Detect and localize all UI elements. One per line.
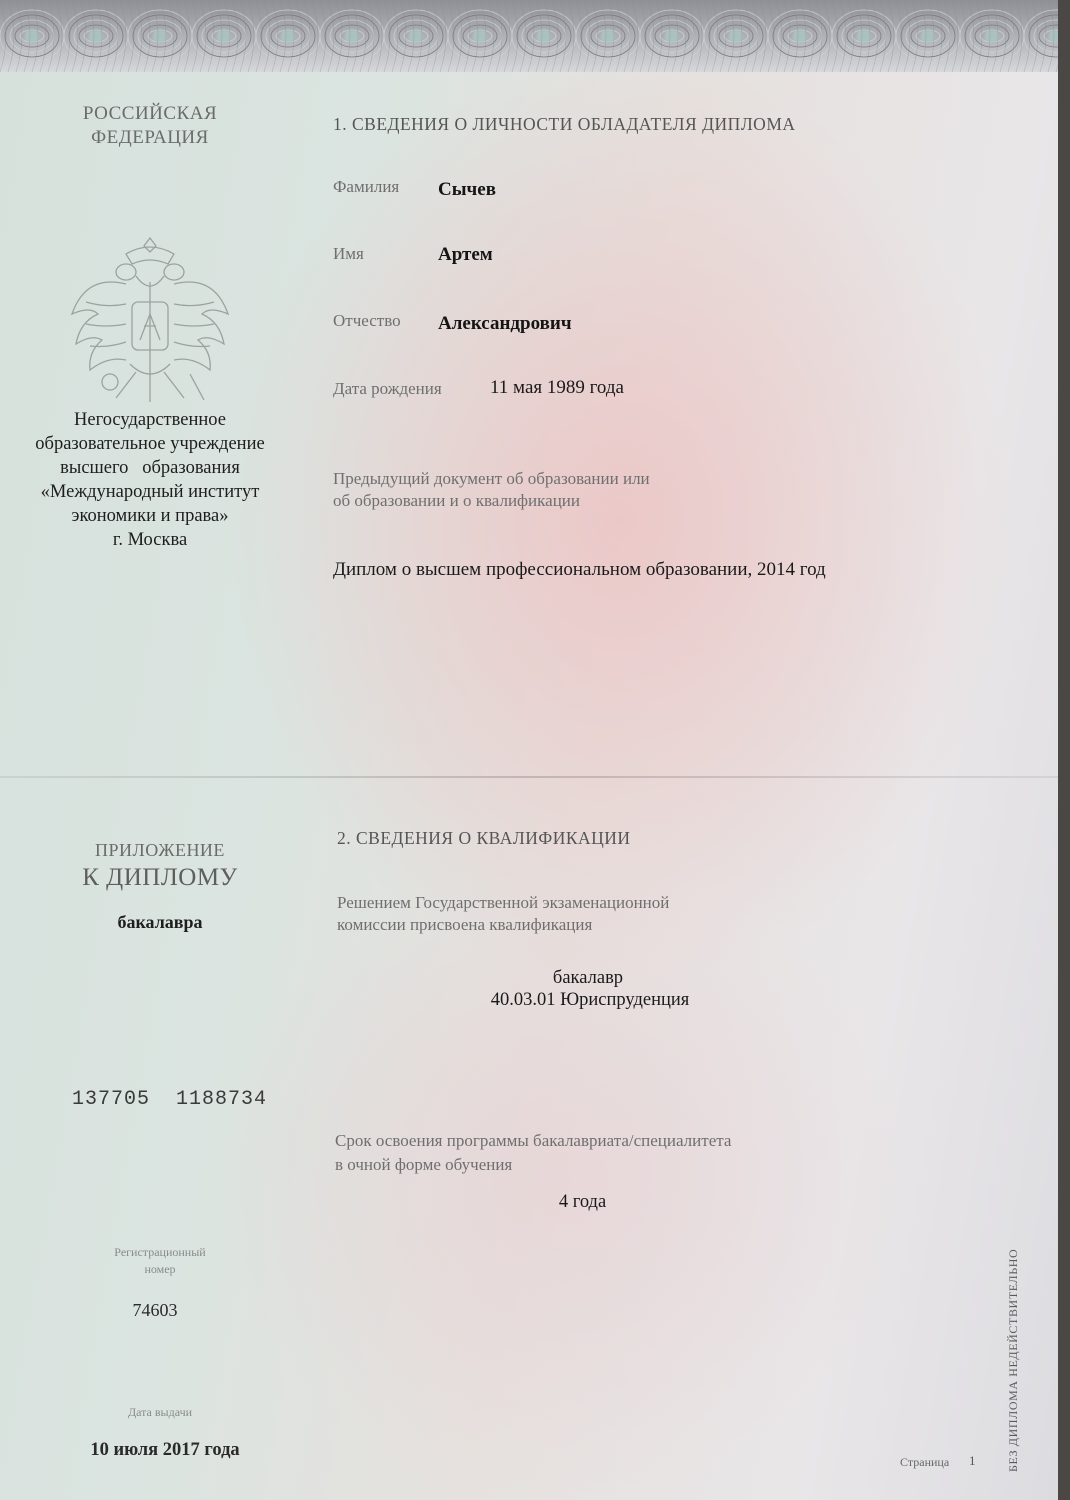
study-term-label-line-2: в очной форме обучения xyxy=(335,1155,513,1174)
guilloche-pattern xyxy=(0,0,1058,72)
specialty-value: 40.03.01 Юриспруденция xyxy=(490,990,690,1010)
qualification-value: бакалавр xyxy=(552,968,624,988)
issue-date-label: Дата выдачи xyxy=(127,1405,193,1419)
guilloche-line xyxy=(336,0,342,72)
appendix-title-line-2: К ДИПЛОМУ xyxy=(82,864,238,891)
registration-label-line-2: номер xyxy=(144,1262,176,1276)
guilloche-rosette xyxy=(217,29,231,43)
guilloche-rosette xyxy=(921,29,935,43)
guilloche-rosette xyxy=(89,29,103,43)
security-ornament-band xyxy=(0,0,1058,72)
guilloche-line xyxy=(904,0,910,72)
guilloche-rosette xyxy=(601,29,615,43)
guilloche-rosette xyxy=(857,29,871,43)
commission-label-line-2: комиссии присвоена квалификация xyxy=(337,915,593,934)
institution-name xyxy=(10,408,290,552)
guilloche-rosette xyxy=(25,29,39,43)
guilloche-line xyxy=(968,0,974,72)
guilloche-rosette xyxy=(793,29,807,43)
guilloche-line xyxy=(200,0,206,72)
guilloche-line xyxy=(72,0,78,72)
guilloche-rosette xyxy=(153,29,167,43)
guilloche-line xyxy=(392,0,398,72)
registration-number: 74603 xyxy=(132,1300,178,1320)
guilloche-rosette xyxy=(665,29,679,43)
study-term-label-line-1: Срок освоения программы бакалавриата/специалитета xyxy=(335,1131,732,1150)
previous-document-label-line-1: Предыдущий документ об образовании или xyxy=(333,469,650,488)
guilloche-line xyxy=(456,0,462,72)
guilloche-line xyxy=(840,0,846,72)
institution-line-2: образовательное учреждение xyxy=(35,434,265,454)
registration-label-line-1: Регистрационный xyxy=(114,1245,206,1259)
issue-date: 10 июля 2017 года xyxy=(90,1440,240,1460)
commission-label-line-1: Решением Государственной экзаменационной xyxy=(337,893,670,912)
section-2-heading: 2. СВЕДЕНИЯ О КВАЛИФИКАЦИИ xyxy=(337,828,631,848)
surname-value: Сычев xyxy=(438,179,496,200)
guilloche-rosette xyxy=(985,29,999,43)
surname-label: Фамилия xyxy=(333,177,400,196)
name-label: Имя xyxy=(333,244,364,263)
guilloche-line xyxy=(584,0,590,72)
guilloche-line xyxy=(784,0,790,72)
previous-document-value: Диплом о высшем профессиональном образовании, 2014 год xyxy=(333,559,826,580)
patronymic-value: Александрович xyxy=(438,313,572,334)
guilloche-line xyxy=(648,0,654,72)
guilloche-line xyxy=(848,0,854,72)
study-term-value: 4 года xyxy=(558,1192,607,1212)
institution-line-3: высшего образования xyxy=(60,458,240,478)
section-1-heading: 1. СВЕДЕНИЯ О ЛИЧНОСТИ ОБЛАДАТЕЛЯ ДИПЛОМА xyxy=(333,114,796,134)
guilloche-line xyxy=(264,0,270,72)
guilloche-line xyxy=(1032,0,1038,72)
guilloche-line xyxy=(208,0,214,72)
degree-level: бакалавра xyxy=(117,912,203,932)
guilloche-line xyxy=(776,0,782,72)
guilloche-line xyxy=(1040,0,1046,72)
institution-line-4: «Международный институт xyxy=(40,482,260,502)
study-term-label xyxy=(335,1129,731,1177)
guilloche-line xyxy=(976,0,982,72)
institution-city: г. Москва xyxy=(112,530,188,550)
guilloche-line xyxy=(136,0,142,72)
institution-line-1: Негосударственное xyxy=(74,410,226,430)
guilloche-line xyxy=(712,0,718,72)
guilloche-line xyxy=(912,0,918,72)
commission-label xyxy=(337,892,669,936)
validity-note: БЕЗ ДИПЛОМА НЕДЕЙСТВИТЕЛЬНО xyxy=(1006,1248,1020,1472)
guilloche-line xyxy=(656,0,662,72)
guilloche-rosette xyxy=(473,29,487,43)
paper-fold-line xyxy=(0,776,1058,778)
guilloche-rosette xyxy=(409,29,423,43)
page-label: Страница xyxy=(900,1455,950,1469)
guilloche-line xyxy=(144,0,150,72)
guilloche-rosette xyxy=(537,29,551,43)
guilloche-rosette xyxy=(345,29,359,43)
birth-date-value: 11 мая 1989 года xyxy=(490,377,624,398)
coat-of-arms-emblem xyxy=(66,232,234,410)
guilloche-line xyxy=(520,0,526,72)
institution-line-5: экономики и права» xyxy=(71,506,229,526)
name-value: Артем xyxy=(438,244,493,265)
guilloche-line xyxy=(528,0,534,72)
patronymic-label: Отчество xyxy=(333,311,401,330)
appendix-title-line-1: ПРИЛОЖЕНИЕ xyxy=(95,840,225,860)
guilloche-line xyxy=(272,0,278,72)
country-line-1: РОССИЙСКАЯ xyxy=(82,103,218,124)
birth-date-label: Дата рождения xyxy=(333,379,442,398)
guilloche-line xyxy=(80,0,86,72)
guilloche-line xyxy=(592,0,598,72)
guilloche-line xyxy=(8,0,14,72)
previous-document-label xyxy=(333,468,650,512)
guilloche-line xyxy=(464,0,470,72)
previous-document-label-line-2: об образовании и о квалификации xyxy=(333,491,580,510)
guilloche-rosette xyxy=(281,29,295,43)
registration-label xyxy=(80,1244,240,1278)
guilloche-line xyxy=(16,0,22,72)
guilloche-line xyxy=(328,0,334,72)
guilloche-rosette xyxy=(729,29,743,43)
page-number: 1 xyxy=(969,1453,976,1468)
country-line-2: ФЕДЕРАЦИЯ xyxy=(91,127,209,148)
guilloche-line xyxy=(400,0,406,72)
guilloche-line xyxy=(720,0,726,72)
serial-number: 137705 1188734 xyxy=(72,1088,268,1111)
country-name xyxy=(60,102,240,150)
